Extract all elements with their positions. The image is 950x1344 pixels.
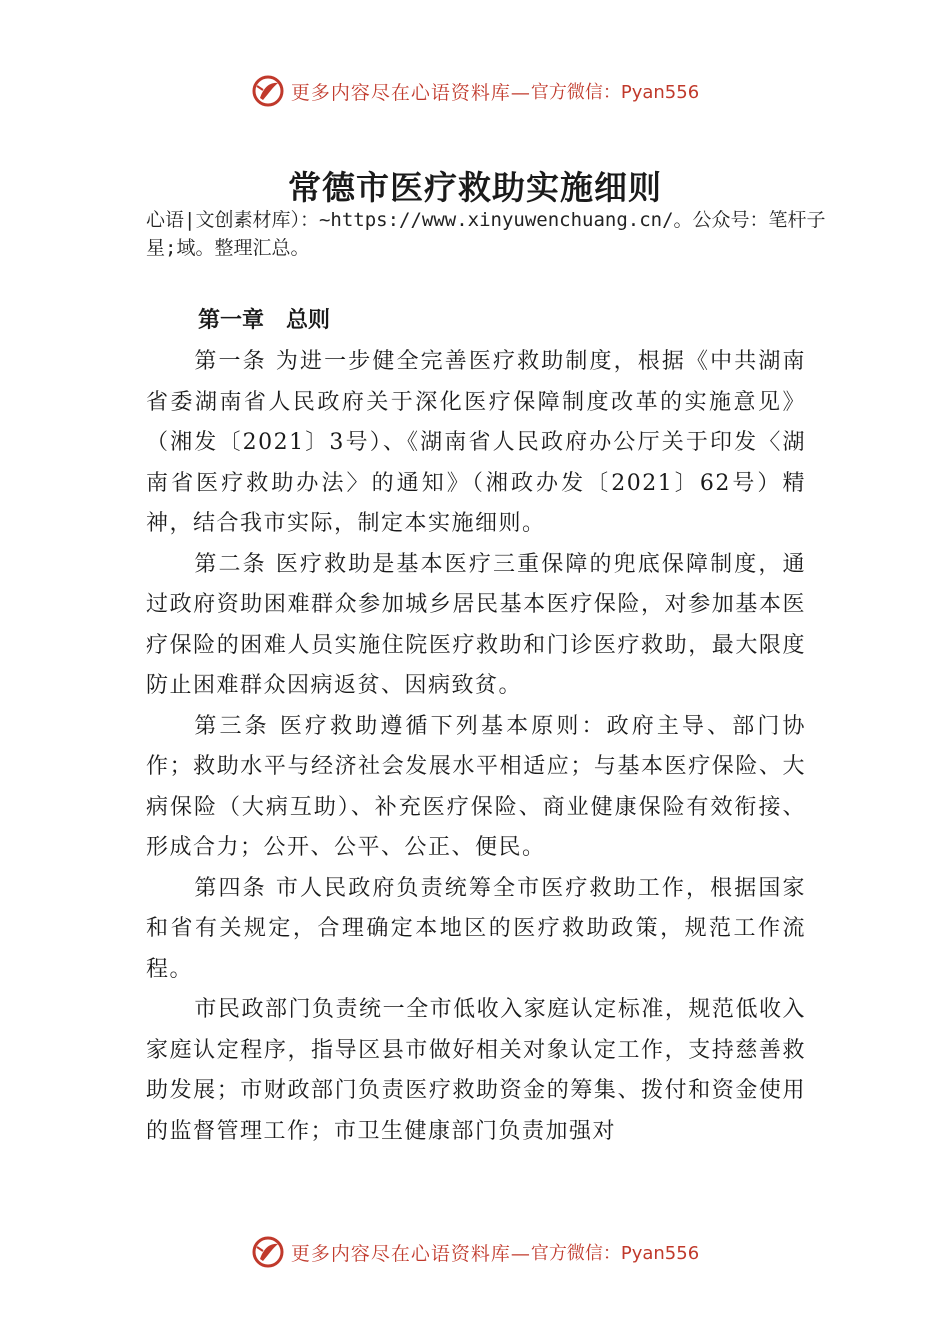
source-note: 心语|文创素材库）：~https://www.xinyuwenchuang.cn/。公众号：笔杆子星;域。整理汇总。 [146,209,826,259]
paragraph-article-3: 第三条 医疗救助遵循下列基本原则：政府主导、部门协作；救助水平与经济社会发展水平相适应；与基本医疗保险、大病保险（大病互助）、补充医疗保险、商业健康保险有效衔接、形成合力；公开、公平、公正、便民。 [146,713,806,860]
banner-wechat: 官方微信：Pyan556 [530,1243,700,1264]
paragraph-civil-affairs: 市民政部门负责统一全市低收入家庭认定标准，规范低收入家庭认定程序，指导区县市做好相关对象认定工作，支持慈善救助发展；市财政部门负责医疗救助资金的筹集、拨付和资金使用的监督管理工作；市卫生健康部门负责加强对 [146,997,806,1144]
chapter-heading: 第一章 总则 [198,308,331,333]
banner-wechat: 官方微信：Pyan556 [530,82,700,103]
header-banner [0,74,950,108]
page-title: 常德市医疗救助实施细则 [288,168,662,207]
banner-text: 更多内容尽在心语资料库— [290,81,531,104]
footer-banner [0,1235,950,1269]
paragraph-article-2: 第二条 医疗救助是基本医疗三重保障的兜底保障制度，通过政府资助困难群众参加城乡居民基本医疗保险，对参加基本医疗保险的困难人员实施住院医疗救助和门诊医疗救助，最大限度防止困难群众因病返贫、因病致贫。 [146,551,806,698]
paragraph-article-1: 第一条 为进一步健全完善医疗救助制度，根据《中共湖南省委湖南省人民政府关于深化医疗保障制度改革的实施意见》（湘发〔2021〕3号）、《湖南省人民政府办公厅关于印发〈湖南省医疗救助办法〉的通知》（湘政办发〔2021〕62号）精神，结合我市实际，制定本实施细则。 [146,349,806,536]
banner-text: 更多内容尽在心语资料库— [290,1242,531,1265]
brand-logo-icon [251,74,285,108]
document-body [146,342,806,1152]
paragraph-article-4: 第四条 市人民政府负责统筹全市医疗救助工作，根据国家和省有关规定，合理确定本地区的医疗救助政策，规范工作流程。 [146,875,806,982]
brand-logo-icon [251,1235,285,1269]
